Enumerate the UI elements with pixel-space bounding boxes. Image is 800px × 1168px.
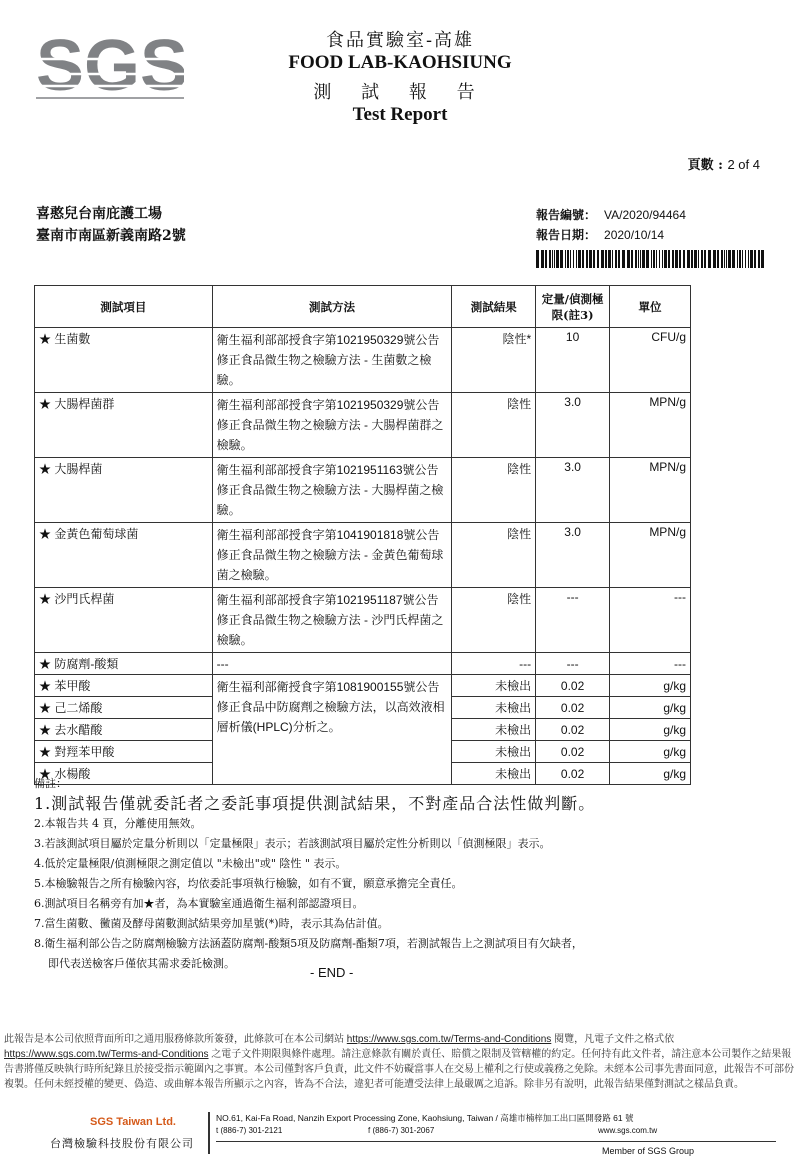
- footer-divider: [208, 1112, 210, 1154]
- test-item: ★ 大腸桿菌: [35, 458, 213, 523]
- barcode-bar: [549, 250, 551, 268]
- table-header-row: [35, 286, 691, 328]
- report-date-value: 2020/10/14: [604, 228, 665, 242]
- barcode-bar: [640, 250, 641, 268]
- barcode-bar: [687, 250, 690, 268]
- note-item: 8.衛生福利部公告之防腐劑檢驗方法涵蓋防腐劑-酸類5項及防腐劑-酯類7項，若測試報告上之測試項目有欠缺者，: [34, 937, 583, 950]
- notes-list: [34, 794, 734, 974]
- test-item: ★ 水楊酸: [35, 763, 213, 785]
- barcode-bar: [691, 250, 693, 268]
- barcode-bar: [635, 250, 637, 268]
- disclaimer-text-3: 之電子文件期限與條件處理。請注意條款有關於責任、賠償之限制及管轄權的約定。任何持有此文件者，請注意本公司製作之結果報告書將僅反映執行時所紀錄且於接受指示範圍內之事實。本公司僅對客戶負責，此文件不妨礙當事人在交易上權利之行使或義務之免除。未經本公司事先書面同意，此報告不可部份複製。任何未經授權的變更、偽造、或曲解本報告所顯示之內容，皆為不合法，違犯者可能遭受法律上最嚴厲之追訴。除非另有說明，此報告結果僅對測試之樣品負責。: [4, 1049, 794, 1090]
- barcode-bar: [589, 250, 592, 268]
- company-web[interactable]: www.sgs.com.tw: [598, 1126, 658, 1135]
- company-tel: t (886-7) 301-2121: [216, 1126, 283, 1135]
- barcode-bar: [536, 250, 539, 268]
- test-result: 未檢出: [452, 763, 536, 785]
- barcode-bar: [622, 250, 625, 268]
- barcode-bar: [573, 250, 574, 268]
- notes-title: 備註：: [34, 777, 67, 790]
- table-row-group: [35, 653, 691, 675]
- test-method: 衛生福利部部授食字第1021951163號公告修正食品微生物之檢驗方法 - 大腸桿菌之檢驗。: [212, 458, 452, 523]
- test-method: 衛生福利部部授食字第1041901818號公告修正食品微生物之檢驗方法 - 金黃色葡萄球菌之檢驗。: [212, 523, 452, 588]
- barcode-bar: [737, 250, 738, 268]
- test-result: 陰性: [452, 458, 536, 523]
- test-limit: 0.02: [536, 697, 610, 719]
- company-address: NO.61, Kai-Fa Road, Nanzih Export Processing Zone, Kaohsiung, Taiwan / 高雄市楠梓加工出口區開發路 61 號: [216, 1113, 634, 1123]
- test-limit: 0.02: [536, 763, 610, 785]
- test-limit: 3.0: [536, 393, 610, 458]
- header-result: 測試結果: [452, 286, 536, 328]
- barcode-bar: [761, 250, 764, 268]
- test-result: 未檢出: [452, 697, 536, 719]
- barcode-bar: [653, 250, 655, 268]
- header-method: 測試方法: [212, 286, 452, 328]
- page-indicator: [688, 154, 760, 173]
- barcode-bar: [679, 250, 681, 268]
- legal-disclaimer: [4, 1032, 794, 1092]
- barcode-bar: [593, 250, 595, 268]
- page-label: 頁數 :: [687, 158, 723, 173]
- barcode-bar: [608, 250, 611, 268]
- test-item: ★ 沙門氏桿菌: [35, 588, 213, 653]
- test-unit: MPN/g: [610, 458, 691, 523]
- barcode-bar: [560, 250, 563, 268]
- report-date: [536, 226, 664, 243]
- barcode-bar: [545, 250, 547, 268]
- member-text: Member of SGS Group: [602, 1146, 695, 1156]
- barcode-bar: [698, 250, 699, 268]
- barcode-bar: [578, 250, 581, 268]
- table-row: [35, 675, 691, 697]
- test-item: ★ 防腐劑-酸類: [35, 653, 213, 675]
- barcode-bar: [597, 250, 599, 268]
- barcode-bar: [668, 250, 670, 268]
- barcode-bar: [642, 250, 645, 268]
- terms-link-2[interactable]: https://www.sgs.com.tw/Terms-and-Conditions: [4, 1049, 209, 1060]
- note-item: 2.本報告共 4 頁，分離使用無效。: [34, 817, 202, 830]
- barcode-bar: [724, 250, 725, 268]
- report-number-label: 報告編號：: [536, 208, 597, 222]
- header-item: 測試項目: [35, 286, 213, 328]
- note-item: 1.測試報告僅就委託者之委託事項提供測試結果，不對產品合法性做判斷。: [34, 794, 596, 813]
- test-limit: 0.02: [536, 675, 610, 697]
- barcode-bar: [615, 250, 617, 268]
- end-marker: - END -: [310, 965, 354, 980]
- test-result: 陰性: [452, 523, 536, 588]
- barcode-bar: [554, 250, 555, 268]
- report-number-value: VA/2020/94464: [604, 208, 686, 222]
- barcode-bar: [750, 250, 753, 268]
- barcode-bar: [556, 250, 559, 268]
- sgs-logo: [36, 26, 184, 106]
- test-limit: 0.02: [536, 719, 610, 741]
- test-method: 衛生福利部部授食字第1021950329號公告修正食品微生物之檢驗方法 - 大腸桿菌群之檢驗。: [212, 393, 452, 458]
- barcode: [536, 250, 764, 268]
- barcode-bar: [708, 250, 711, 268]
- barcode-bar: [748, 250, 749, 268]
- disclaimer-text-1: 此報告是本公司依照背面所印之通用服務條款所簽發，此條款可在本公司網站: [4, 1034, 347, 1045]
- test-method: ---: [212, 653, 452, 675]
- barcode-bar: [704, 250, 706, 268]
- barcode-bar: [541, 250, 544, 268]
- test-unit: ---: [610, 653, 691, 675]
- barcode-bar: [659, 250, 660, 268]
- test-limit: 3.0: [536, 458, 610, 523]
- test-result: 陰性: [452, 588, 536, 653]
- test-unit: g/kg: [610, 719, 691, 741]
- company-fax: f (886-7) 301-2067: [368, 1126, 435, 1135]
- lab-title-zh: 食品實驗室-高雄: [325, 30, 475, 51]
- test-limit: ---: [536, 588, 610, 653]
- test-unit: g/kg: [610, 675, 691, 697]
- test-result: ---: [452, 653, 536, 675]
- test-method: 衛生福利部部授食字第1021950329號公告修正食品微生物之檢驗方法 - 生菌數之檢驗。: [212, 328, 452, 393]
- note-item: 即代表送檢客戶僅依其需求委託檢測。: [48, 957, 235, 970]
- company-name-zh: 台灣檢驗科技股份有限公司: [50, 1137, 194, 1150]
- barcode-bar: [656, 250, 657, 268]
- test-unit: g/kg: [610, 741, 691, 763]
- client-address: 臺南市南區新義南路2號: [36, 228, 186, 244]
- note-item: 6.測試項目名稱旁有加★者，為本實驗室通過衛生福利部認證項目。: [34, 897, 364, 910]
- barcode-bar: [728, 250, 731, 268]
- test-limit: 3.0: [536, 523, 610, 588]
- barcode-bar: [675, 250, 678, 268]
- barcode-bar: [732, 250, 735, 268]
- report-number: [536, 206, 686, 223]
- table-row: [35, 328, 691, 393]
- barcode-bar: [742, 250, 743, 268]
- table-row: [35, 523, 691, 588]
- barcode-bar: [565, 250, 566, 268]
- barcode-bar: [567, 250, 569, 268]
- header-limit: 定量/偵測極限(註3): [536, 286, 610, 328]
- test-item: ★ 對羥苯甲酸: [35, 741, 213, 763]
- table-row: [35, 458, 691, 523]
- barcode-bar: [713, 250, 716, 268]
- test-limit: 10: [536, 328, 610, 393]
- barcode-bar: [576, 250, 577, 268]
- test-results-table: [34, 285, 691, 785]
- disclaimer-text-2: 閱覽，凡電子文件之格式依: [551, 1034, 675, 1045]
- report-title-zh: 測 試 報 告: [313, 82, 487, 103]
- barcode-bar: [664, 250, 667, 268]
- test-result: 陰性*: [452, 328, 536, 393]
- note-item: 5.本檢驗報告之所有檢驗內容，均依委託事項執行檢驗，如有不實，願意承擔完全責任。: [34, 877, 463, 890]
- test-unit: ---: [610, 588, 691, 653]
- test-unit: CFU/g: [610, 328, 691, 393]
- barcode-bar: [739, 250, 741, 268]
- report-date-label: 報告日期：: [536, 228, 597, 242]
- test-item: ★ 己二烯酸: [35, 697, 213, 719]
- test-limit: ---: [536, 653, 610, 675]
- page-value: 2 of 4: [727, 157, 760, 172]
- test-item: ★ 苯甲酸: [35, 675, 213, 697]
- footer-rule: [216, 1141, 776, 1142]
- note-item: 3.若該測試項目屬於定量分析則以「定量極限」表示；若該測試項目屬於定性分析則以「偵測極限」表示。: [34, 837, 551, 850]
- note-item: 7.當生菌數、黴菌及酵母菌數測試結果旁加星號(*)時，表示其為估計值。: [34, 917, 389, 930]
- test-result: 未檢出: [452, 719, 536, 741]
- barcode-bar: [754, 250, 756, 268]
- test-item: ★ 金黃色葡萄球菌: [35, 523, 213, 588]
- barcode-bar: [618, 250, 620, 268]
- barcode-bar: [646, 250, 649, 268]
- test-unit: MPN/g: [610, 523, 691, 588]
- barcode-bar: [745, 250, 746, 268]
- table-row: [35, 393, 691, 458]
- test-item: ★ 去水醋酸: [35, 719, 213, 741]
- test-result: 未檢出: [452, 741, 536, 763]
- barcode-bar: [638, 250, 639, 268]
- test-limit: 0.02: [536, 741, 610, 763]
- barcode-bar: [631, 250, 633, 268]
- barcode-bar: [582, 250, 584, 268]
- note-item: 4.低於定量極限/偵測極限之測定值以 "未檢出"或" 陰性 " 表示。: [34, 857, 347, 870]
- barcode-bar: [651, 250, 652, 268]
- test-unit: MPN/g: [610, 393, 691, 458]
- test-result: 未檢出: [452, 675, 536, 697]
- barcode-bar: [672, 250, 674, 268]
- barcode-bar: [701, 250, 703, 268]
- barcode-bar: [586, 250, 588, 268]
- test-method: 衛生福利部衛授食字第1081900155號公告修正食品中防腐劑之檢驗方法，以高效液相層析儀(HPLC)分析之。: [212, 675, 452, 785]
- barcode-bar: [627, 250, 630, 268]
- barcode-bar: [612, 250, 613, 268]
- barcode-bar: [662, 250, 663, 268]
- barcode-bar: [726, 250, 727, 268]
- barcode-bar: [683, 250, 685, 268]
- test-method: 衛生福利部部授食字第1021951187號公告修正食品微生物之檢驗方法 - 沙門氏桿菌之檢驗。: [212, 588, 452, 653]
- barcode-bar: [694, 250, 697, 268]
- client-name: 喜憨兒台南庇護工場: [36, 206, 162, 222]
- company-name-en: SGS Taiwan Ltd.: [90, 1116, 176, 1128]
- terms-link[interactable]: https://www.sgs.com.tw/Terms-and-Conditions: [346, 1034, 552, 1045]
- barcode-bar: [601, 250, 604, 268]
- barcode-bar: [717, 250, 719, 268]
- report-title-en: Test Report: [352, 104, 448, 125]
- test-item: ★ 大腸桿菌群: [35, 393, 213, 458]
- barcode-bar: [552, 250, 553, 268]
- test-unit: g/kg: [610, 697, 691, 719]
- table-row: [35, 588, 691, 653]
- sgs-logo-text: SGS: [36, 26, 184, 106]
- test-unit: g/kg: [610, 763, 691, 785]
- test-item: ★ 生菌數: [35, 328, 213, 393]
- barcode-bar: [570, 250, 571, 268]
- test-result: 陰性: [452, 393, 536, 458]
- lab-title-en: FOOD LAB-KAOHSIUNG: [288, 52, 512, 73]
- barcode-bar: [758, 250, 760, 268]
- header-unit: 單位: [610, 286, 691, 328]
- barcode-bar: [605, 250, 607, 268]
- barcode-bar: [721, 250, 723, 268]
